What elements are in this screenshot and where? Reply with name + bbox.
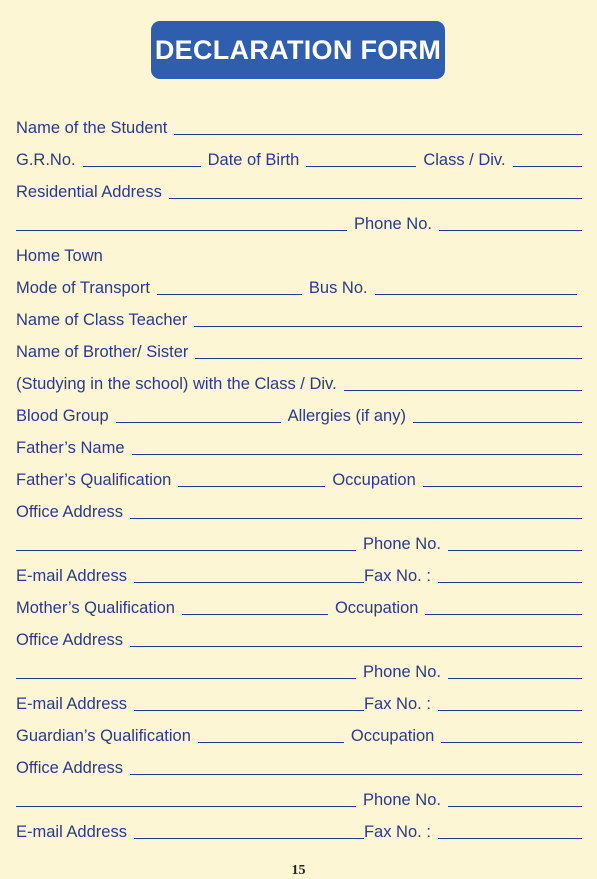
label-mother-phone: Phone No.	[363, 663, 441, 681]
label-class-teacher: Name of Class Teacher	[16, 311, 188, 329]
row-mother-email	[16, 682, 582, 714]
label-father-phone: Phone No.	[363, 535, 441, 553]
field-guardian-office-line2[interactable]	[16, 806, 356, 807]
page-number: 15	[291, 863, 306, 878]
field-sibling-class[interactable]	[344, 390, 582, 391]
row-guardian-qualification	[16, 714, 582, 746]
field-mother-qualification[interactable]	[182, 614, 328, 615]
row-father-email	[16, 554, 582, 586]
label-sibling-class: (Studying in the school) with the Class / Div.	[16, 375, 337, 393]
field-guardian-occupation[interactable]	[441, 742, 582, 743]
label-father-qualification: Father’s Qualification	[16, 471, 172, 489]
field-dob[interactable]	[306, 166, 416, 167]
label-gr-no: G.R.No.	[16, 151, 76, 169]
field-father-phone[interactable]	[448, 550, 582, 551]
row-father-office	[16, 490, 582, 522]
label-residential-address: Residential Address	[16, 183, 162, 201]
field-father-occupation[interactable]	[423, 486, 582, 487]
field-mother-email[interactable]	[134, 710, 364, 711]
label-phone: Phone No.	[354, 215, 432, 233]
field-student-name[interactable]	[174, 134, 582, 135]
label-guardian-email: E-mail Address	[16, 823, 127, 841]
field-guardian-phone[interactable]	[448, 806, 582, 807]
row-father-qualification	[16, 458, 582, 490]
field-father-fax[interactable]	[438, 582, 582, 583]
label-mode-transport: Mode of Transport	[16, 279, 150, 297]
label-allergies: Allergies (if any)	[287, 407, 406, 425]
row-student-name	[16, 106, 582, 138]
field-gr-no[interactable]	[83, 166, 201, 167]
field-father-name[interactable]	[132, 454, 582, 455]
field-guardian-email[interactable]	[134, 838, 364, 839]
row-gr-dob-class	[16, 138, 582, 170]
field-allergies[interactable]	[413, 422, 582, 423]
field-mother-office[interactable]	[130, 646, 582, 647]
row-sibling	[16, 330, 582, 362]
row-transport	[16, 266, 582, 298]
field-father-qualification[interactable]	[178, 486, 325, 487]
row-sibling-class	[16, 362, 582, 394]
field-mother-fax[interactable]	[438, 710, 582, 711]
field-residential-address[interactable]	[169, 198, 582, 199]
label-guardian-fax: Fax No. :	[363, 823, 431, 841]
label-sibling: Name of Brother/ Sister	[16, 343, 189, 361]
field-sibling[interactable]	[195, 358, 582, 359]
row-blood-allergies	[16, 394, 582, 426]
field-class-div[interactable]	[513, 166, 582, 167]
label-blood-group: Blood Group	[16, 407, 109, 425]
label-class-div: Class / Div.	[423, 151, 506, 169]
field-phone[interactable]	[439, 230, 582, 231]
field-mode-transport[interactable]	[157, 294, 302, 295]
label-father-name: Father’s Name	[16, 439, 125, 457]
field-mother-office-line2[interactable]	[16, 678, 356, 679]
label-mother-email: E-mail Address	[16, 695, 127, 713]
row-father-office-phone	[16, 522, 582, 554]
label-guardian-office: Office Address	[16, 759, 124, 777]
row-father-name	[16, 426, 582, 458]
row-residential-address	[16, 170, 582, 202]
row-mother-office-phone	[16, 650, 582, 682]
row-home-town	[16, 234, 582, 266]
declaration-form	[16, 106, 582, 842]
field-father-email[interactable]	[134, 582, 364, 583]
label-father-occupation: Occupation	[332, 471, 416, 489]
label-home-town: Home Town	[16, 247, 103, 265]
field-mother-phone[interactable]	[448, 678, 582, 679]
field-mother-occupation[interactable]	[425, 614, 582, 615]
field-guardian-fax[interactable]	[438, 838, 582, 839]
label-student-name: Name of the Student	[16, 119, 168, 137]
label-father-fax: Fax No. :	[363, 567, 431, 585]
row-guardian-office	[16, 746, 582, 778]
field-residential-address-line2[interactable]	[16, 230, 347, 231]
label-mother-occupation: Occupation	[334, 599, 419, 617]
form-title: DECLARATION FORM	[151, 21, 445, 79]
label-bus-no: Bus No.	[308, 279, 368, 297]
row-class-teacher	[16, 298, 582, 330]
field-guardian-office[interactable]	[130, 774, 582, 775]
label-dob: Date of Birth	[207, 151, 300, 169]
field-father-office[interactable]	[130, 518, 582, 519]
field-class-teacher[interactable]	[194, 326, 582, 327]
label-father-office: Office Address	[16, 503, 124, 521]
row-mother-qualification	[16, 586, 582, 618]
label-mother-fax: Fax No. :	[363, 695, 431, 713]
row-guardian-email	[16, 810, 582, 842]
label-guardian-occupation: Occupation	[350, 727, 435, 745]
field-father-office-line2[interactable]	[16, 550, 356, 551]
row-guardian-office-phone	[16, 778, 582, 810]
label-guardian-qualification: Guardian’s Qualification	[16, 727, 191, 745]
row-address-phone	[16, 202, 582, 234]
field-bus-no[interactable]	[375, 294, 577, 295]
label-mother-office: Office Address	[16, 631, 124, 649]
label-mother-qualification: Mother’s Qualification	[16, 599, 175, 617]
label-guardian-phone: Phone No.	[363, 791, 441, 809]
label-father-email: E-mail Address	[16, 567, 127, 585]
field-guardian-qualification[interactable]	[198, 742, 344, 743]
row-mother-office	[16, 618, 582, 650]
field-blood-group[interactable]	[116, 422, 281, 423]
